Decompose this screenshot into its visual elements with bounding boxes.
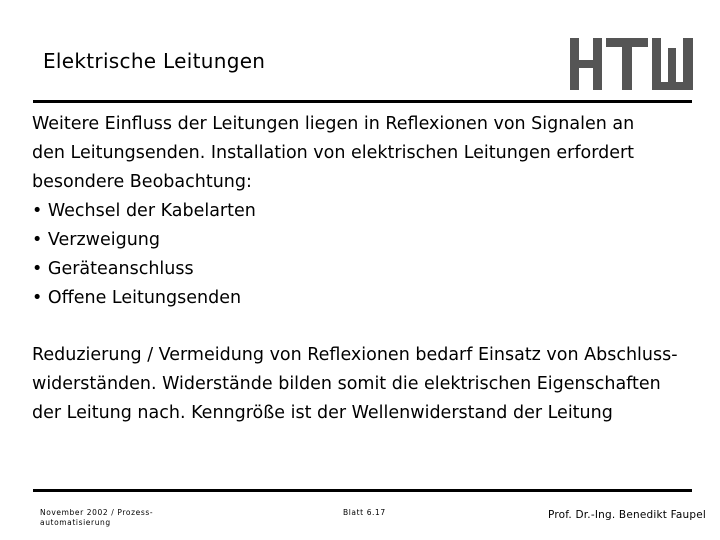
body-line: Weitere Einfluss der Leitungen liegen in Reflexionen von Signalen an	[32, 114, 635, 134]
body-line: besondere Beobachtung:	[32, 172, 252, 192]
footer-page-number: Blatt 6.17	[343, 508, 386, 517]
body-line: Reduzierung / Vermeidung von Reflexionen bedarf Einsatz von Abschluss-	[32, 345, 678, 365]
slide-body	[32, 110, 702, 428]
paragraph-gap	[32, 313, 702, 341]
slide-title: Elektrische Leitungen	[43, 49, 266, 73]
footer-date	[40, 508, 190, 528]
footer-divider	[33, 489, 692, 492]
body-line: den Leitungsenden. Installation von elektrischen Leitungen erfordert	[32, 143, 635, 163]
footer-author: Prof. Dr.-Ing. Benedikt Faupel	[548, 509, 707, 521]
body-line: der Leitung nach. Kenngröße ist der Wellenwiderstand der Leitung	[32, 403, 613, 423]
htw-logo	[570, 38, 693, 90]
bullet-item: • Verzweigung	[32, 230, 160, 250]
bullet-item: • Geräteanschluss	[32, 259, 194, 279]
body-line: widerständen. Widerstände bilden somit die elektrischen Eigenschaften	[32, 374, 661, 394]
bullet-item: • Wechsel der Kabelarten	[32, 201, 256, 221]
footer-date-line-2: automatisierung	[40, 518, 111, 527]
header-divider	[33, 100, 692, 103]
footer-date-line-1: November 2002 / Prozess-	[40, 508, 154, 517]
bullet-item: • Offene Leitungsenden	[32, 288, 242, 308]
